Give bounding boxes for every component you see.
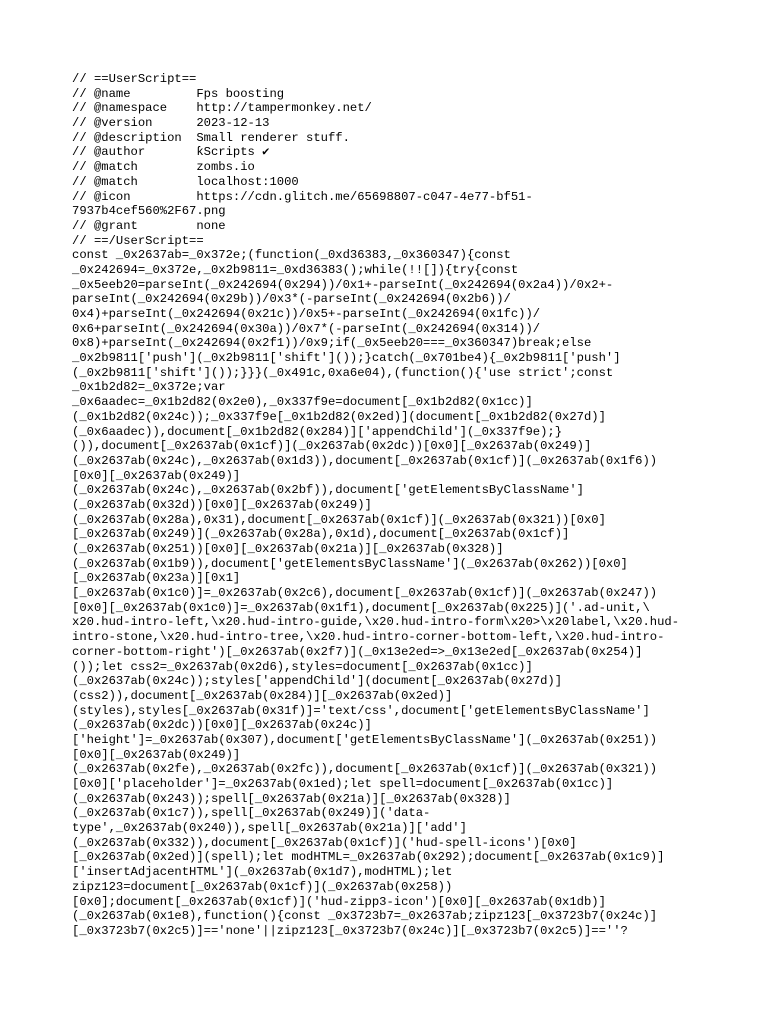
code-line: ()),document[_0x2637ab(0x1cf)](_0x2637ab(0x2dc))[0x0][_0x2637ab(0x249)]	[72, 439, 592, 454]
code-line: // ==/UserScript==	[72, 233, 204, 248]
code-line: ());let css2=_0x2637ab(0x2d6),styles=document[_0x2637ab(0x1cc)]	[72, 659, 533, 674]
code-line: (_0x6aadec)),document[_0x1b2d82(0x284)]['appendChild'](_0x337f9e);}	[72, 424, 563, 439]
code-line: // @match localhost:1000	[72, 174, 299, 189]
code-line: type',_0x2637ab(0x240)),spell[_0x2637ab(0x21a)]['add']	[72, 821, 467, 836]
code-line: // @description Small renderer stuff.	[72, 130, 350, 145]
code-line: [_0x2637ab(0x249)](_0x2637ab(0x28a),0x1d),document[_0x2637ab(0x1cf)]	[72, 527, 570, 542]
code-line: 7937b4cef560%2F67.png	[72, 204, 226, 219]
code-line: (_0x2637ab(0x251))[0x0][_0x2637ab(0x21a)][_0x2637ab(0x328)]	[72, 542, 504, 556]
code-line: (_0x2637ab(0x2dc))[0x0][_0x2637ab(0x24c)]	[72, 718, 372, 733]
code-line: [_0x2637ab(0x23a)][0x1]	[72, 571, 241, 586]
code-line: ['height']=_0x2637ab(0x307),document['getElementsByClassName'](_0x2637ab(0x251))	[72, 732, 658, 747]
code-line: (_0x2637ab(0x243));spell[_0x2637ab(0x21a)][_0x2637ab(0x328)]	[72, 791, 511, 806]
code-line: // @icon https://cdn.glitch.me/65698807-c047-4e77-bf51-	[72, 189, 533, 204]
code-line: // @author ƙScripts ✔	[72, 145, 270, 160]
code-line: [_0x3723b7(0x2c5)]=='none'||zipz123[_0x3723b7(0x24c)][_0x3723b7(0x2c5)]==''?	[72, 923, 628, 938]
code-document	[72, 72, 732, 939]
code-line: // @name Fps boosting	[72, 86, 285, 101]
code-line: _0x242694=_0x372e,_0x2b9811=_0xd36383();while(!![]){try{const	[72, 262, 519, 277]
code-line: // @match zombs.io	[72, 160, 255, 175]
code-line: (_0x1b2d82(0x24c));_0x337f9e[_0x1b2d82(0x2ed)](document[_0x1b2d82(0x27d)]	[72, 409, 606, 424]
code-line: _0x6aadec=_0x1b2d82(0x2e0),_0x337f9e=document[_0x1b2d82(0x1cc)]	[72, 395, 533, 410]
code-line: x20.hud-intro-left,\x20.hud-intro-guide,\x20.hud-intro-form\x20>\x20label,\x20.hud-	[72, 615, 680, 630]
code-line: (_0x2637ab(0x332)),document[_0x2637ab(0x1cf)]('hud-spell-icons')[0x0]	[72, 835, 577, 850]
code-line: (_0x2637ab(0x24c),_0x2637ab(0x2bf)),document['getElementsByClassName']	[72, 483, 584, 498]
code-line: corner-bottom-right')[_0x2637ab(0x2f7)](_0x13e2ed=>_0x13e2ed[_0x2637ab(0x254)]	[72, 644, 643, 659]
code-line: [0x0][_0x2637ab(0x1c0)]=_0x2637ab(0x1f1),document[_0x2637ab(0x225)]('.ad-unit,\	[72, 600, 650, 615]
code-line: (_0x2637ab(0x24c));styles['appendChild'](document[_0x2637ab(0x27d)]	[72, 674, 563, 689]
code-line: _0x2b9811['push'](_0x2b9811['shift']());}catch(_0x701be4){_0x2b9811['push']	[72, 351, 621, 366]
code-line: // @version 2023-12-13	[72, 116, 270, 131]
code-line: 0x4)+parseInt(_0x242694(0x21c))/0x5+-parseInt(_0x242694(0x1fc))/	[72, 307, 541, 321]
code-line: (_0x2637ab(0x2fe),_0x2637ab(0x2fc)),document[_0x2637ab(0x1cf)](_0x2637ab(0x321))	[72, 762, 658, 777]
code-line: (_0x2637ab(0x28a),0x31),document[_0x2637ab(0x1cf)](_0x2637ab(0x321))[0x0]	[72, 512, 606, 527]
code-line: intro-stone,\x20.hud-intro-tree,\x20.hud-intro-corner-bottom-left,\x20.hud-intro-	[72, 630, 665, 645]
code-line: // @namespace http://tampermonkey.net/	[72, 101, 372, 116]
code-line: [_0x2637ab(0x2ed)](spell);let modHTML=_0x2637ab(0x292);document[_0x2637ab(0x1c9)]	[72, 850, 665, 865]
code-line: // ==UserScript==	[72, 72, 197, 86]
code-line: (styles),styles[_0x2637ab(0x31f)]='text/css',document['getElementsByClassName']	[72, 703, 650, 718]
code-line: [0x0]['placeholder']=_0x2637ab(0x1ed);let spell=document[_0x2637ab(0x1cc)]	[72, 777, 614, 791]
code-line: (css2)),document[_0x2637ab(0x284)][_0x2637ab(0x2ed)]	[72, 688, 453, 703]
code-line: (_0x2b9811['shift']());}}}(_0x491c,0xa6e04),(function(){'use strict';const	[72, 365, 614, 380]
code-line: (_0x2637ab(0x32d))[0x0][_0x2637ab(0x249)]	[72, 497, 372, 512]
code-line: 0x6+parseInt(_0x242694(0x30a))/0x7*(-parseInt(_0x242694(0x314))/	[72, 321, 541, 336]
code-line: const _0x2637ab=_0x372e;(function(_0xd36383,_0x360347){const	[72, 248, 511, 263]
code-line: (_0x2637ab(0x24c),_0x2637ab(0x1d3)),document[_0x2637ab(0x1cf)](_0x2637ab(0x1f6))	[72, 453, 658, 468]
code-line: [0x0];document[_0x2637ab(0x1cf)]('hud-zipp3-icon')[0x0][_0x2637ab(0x1db)]	[72, 894, 606, 909]
code-line: parseInt(_0x242694(0x29b))/0x3*(-parseInt(_0x242694(0x2b6))/	[72, 292, 511, 307]
code-line: (_0x2637ab(0x1c7)),spell[_0x2637ab(0x249)]('data-	[72, 806, 431, 821]
code-line: _0x5eeb20=parseInt(_0x242694(0x294))/0x1+-parseInt(_0x242694(0x2a4))/0x2+-	[72, 277, 614, 292]
code-line: // @grant none	[72, 218, 226, 233]
code-line: (_0x2637ab(0x1e8),function(){const _0x3723b7=_0x2637ab;zipz123[_0x3723b7(0x24c)]	[72, 909, 658, 924]
code-line: [0x0][_0x2637ab(0x249)]	[72, 468, 241, 483]
code-line: ['insertAdjacentHTML'](_0x2637ab(0x1d7),modHTML);let	[72, 865, 453, 880]
code-line: [_0x2637ab(0x1c0)]=_0x2637ab(0x2c6),document[_0x2637ab(0x1cf)](_0x2637ab(0x247))	[72, 586, 658, 601]
code-line: (_0x2637ab(0x1b9)),document['getElementsByClassName'](_0x2637ab(0x262))[0x0]	[72, 556, 628, 571]
code-line: zipz123=document[_0x2637ab(0x1cf)](_0x2637ab(0x258))	[72, 879, 453, 894]
code-line: _0x1b2d82=_0x372e;var	[72, 380, 226, 395]
code-line: [0x0][_0x2637ab(0x249)]	[72, 747, 241, 762]
code-line: 0x8)+parseInt(_0x242694(0x2f1))/0x9;if(_0x5eeb20===_0x360347)break;else	[72, 336, 592, 351]
